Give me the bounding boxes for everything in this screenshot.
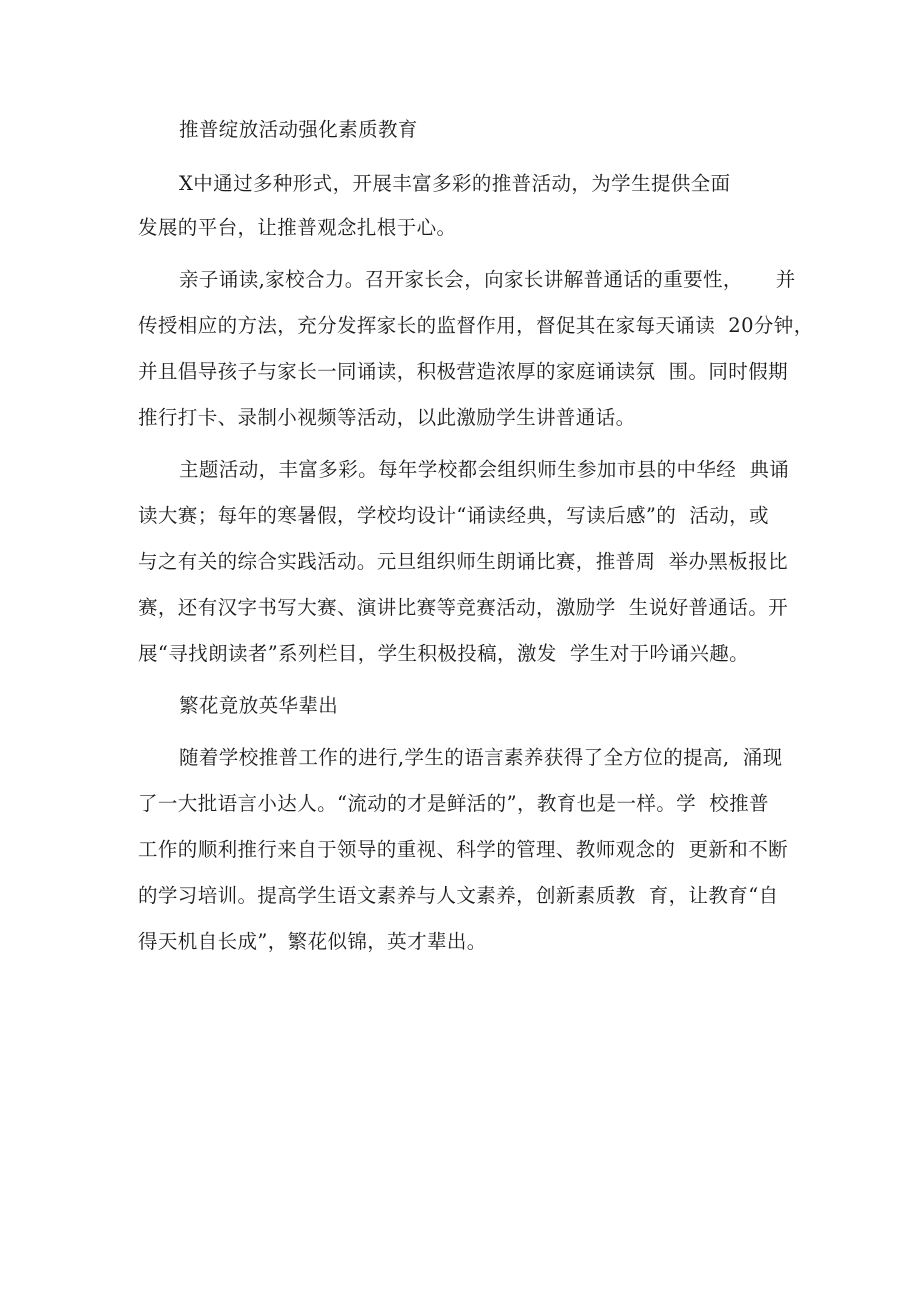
section-heading: 推普绽放活动强化素质教育 [179,118,418,141]
paragraph-line: 了一大批语言小达人。“流动的才是鲜活的”，教育也是一样。学 校推普 [138,792,769,815]
paragraph-line: 发展的平台，让推普观念扎根于心。 [138,216,457,239]
paragraph-line: 并且倡导孩子与家长一同诵读，积极营造浓厚的家庭诵读氛 围。同时假期 [138,360,788,383]
paragraph-line: 的学习培训。提高学生语文素养与人文素养，创新素质教 育，让教育“自 [138,884,779,907]
paragraph-line: 与之有关的综合实践活动。元旦组织师生朗诵比赛，推普周 举办黑板报比 [138,550,788,573]
paragraph-line: 亲子诵读,家校合力。召开家长会，向家长讲解普通话的重要性， 并 [179,268,796,291]
paragraph-line: X中通过多种形式，开展丰富多彩的推普活动，为学生提供全面 [179,172,731,195]
paragraph-line: 读大赛；每年的寒暑假，学校均设计“诵读经典，写读后感”的 活动，或 [138,504,769,527]
section-heading: 繁花竟放英华辈出 [179,694,339,717]
paragraph-line: 随着学校推普工作的进行,学生的语言素养获得了全方位的提高, 涌现 [179,746,783,769]
paragraph-line: 得天机自长成”，繁花似锦，英才辈出。 [138,930,487,953]
paragraph-line: 推行打卡、录制小视频等活动，以此激励学生讲普通话。 [138,406,636,429]
paragraph-line: 工作的顺利推行来自于领导的重视、科学的管理、教师观念的 更新和不断 [138,838,788,861]
paragraph-line: 主题活动，丰富多彩。每年学校都会组织师生参加市县的中华经 典诵 [179,458,790,481]
paragraph-line: 赛，还有汉字书写大赛、演讲比赛等竞赛活动，激励学 生说好普通话。开 [138,596,788,619]
paragraph-line: 展“寻找朗读者”系列栏目，学生积极投稿，激发 学生对于吟诵兴趣。 [138,642,750,665]
paragraph-line: 传授相应的方法，充分发挥家长的监督作用，督促其在家每天诵读 20分钟， [138,314,814,337]
